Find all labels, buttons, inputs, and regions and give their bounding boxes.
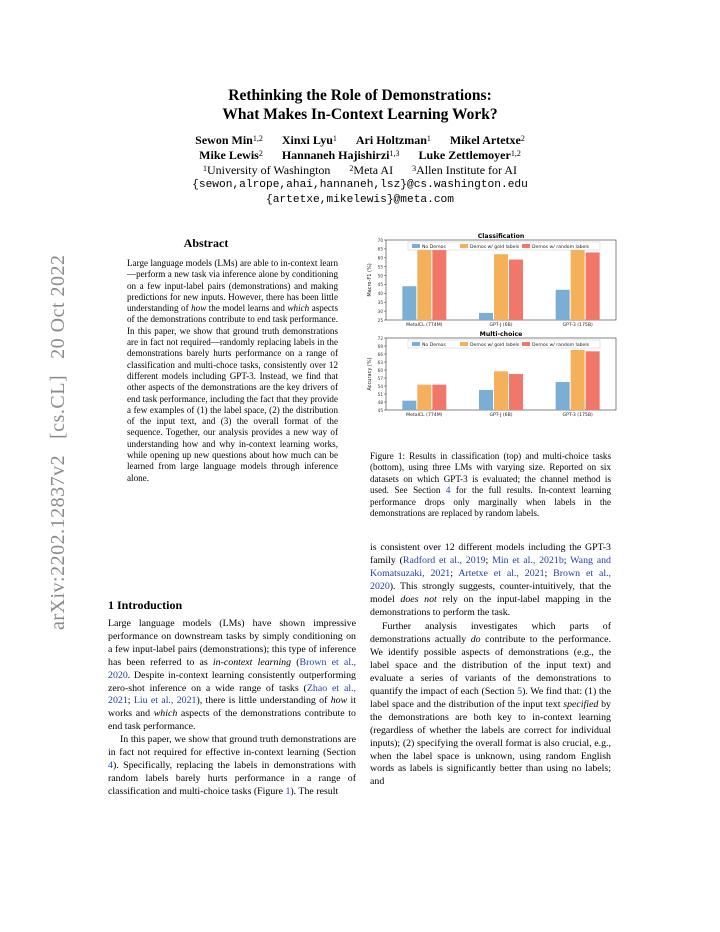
bar [571,350,585,410]
bar [479,313,493,320]
bar [432,385,446,410]
caption-text: for the full results. In-context learning performance drops only marginally when labels in the demonstrations are replaced by random labels. [370,485,611,519]
bar [417,385,431,410]
x-tick-label: GPT-J (6B) [489,323,513,328]
author-line-1 [0,133,720,148]
arxiv-date: 20 Oct 2022 [46,254,69,359]
author-sup: 1,2 [252,134,263,143]
text: rely on the input-label mapping in the demonstrations to perform the task. [370,593,611,618]
abstract-emphasis: how [191,303,207,314]
bar [571,247,585,320]
figure-caption [370,451,611,519]
chart-multi-choice [367,331,616,418]
chart-classification [367,233,616,328]
email-line-1: {sewon,alrope,ahai,hannaneh,lsz}@cs.washington.edu [192,179,528,191]
y-axis-label: Accuracy (%) [367,357,373,391]
y-tick-label: 45 [377,407,383,413]
emphasis: how [330,695,348,707]
y-tick-label: 60 [377,367,383,373]
intro-paragraph-1: Large language models (LMs) have shown impressive performance on downstream tasks by simply conditioning on a few input-label pairs (demonstrations); this type of inference has been referred to as in-context learning (Brown et al., 2020. Despite in-context learning consistently outperforming zero-shot inference on a wide range of tasks (Zhao et al., 2021; Liu et al., 2021), there is little understanding of how it works and which aspects of the demonstrations contribute to end task performance. [108,618,357,733]
abstract-body [127,258,338,484]
y-tick-label: 45 [377,282,383,288]
paragraph-analysis [370,621,611,789]
citation-link[interactable]: Liu et al., 2021 [133,695,197,707]
citation-link[interactable]: Wang and Komatsuzaki, 2021 [370,554,611,579]
title-line-1: Rethinking the Role of Demonstrations: [228,87,492,104]
author-line-2 [0,148,720,163]
author-name: Sewon Min [195,133,253,147]
text: aspects of the demonstrations contribute to end task performance. [108,708,356,733]
paper-title [0,86,720,124]
y-tick-label: 48 [377,399,383,405]
chart-title: Multi-choice [479,331,523,338]
section-heading-introduction: 1 Introduction [108,598,183,612]
y-tick-label: 69 [377,343,383,349]
legend-swatch [412,244,420,248]
bar [556,290,570,320]
legend-label: Demos w/ random labels [532,342,590,348]
emphasis: does not [400,593,437,605]
y-tick-label: 63 [377,359,383,365]
x-tick-label: GPT-3 (175B) [562,323,593,328]
author-sup: 2 [520,134,525,143]
author-sup: 1,3 [389,149,400,158]
legend-swatch [412,342,420,346]
bar [479,390,493,410]
author-sup: 1 [426,134,431,143]
legend-swatch [460,244,468,248]
emphasis: do [470,634,481,646]
bar [586,252,600,320]
y-tick-label: 35 [377,300,383,306]
affiliation: Allen Institute for AI [416,163,518,177]
x-tick-label: GPT-J (6B) [489,413,513,418]
affiliation-line [0,163,720,178]
figure-1 [360,232,618,442]
intro-paragraph-2 [108,734,356,799]
author-sup: 1 [332,134,337,143]
abstract-text: Large language models (LMs) are able to in-context learn—perform a new task via inference alone by conditioning on a few input-label pairs (demonstrations) and making predictions for new inputs. However, there has been little understanding of [127,258,338,314]
emphasis: which [153,708,178,720]
author-name: Luke Zettlemoyer [418,148,511,162]
bar [402,286,416,320]
citation-link[interactable]: Brown et al., 2020 [108,656,357,681]
legend [408,242,600,250]
x-tick-label: MetaICL (774M) [406,413,443,418]
text: Further analysis investigates which parts of demonstrations actually [370,621,611,646]
text: ). This strongly suggests, counter-intuitively, that the model [370,580,611,605]
y-tick-label: 60 [377,255,383,261]
text: Large language models (LMs) have shown impressive performance on downstream tasks by simply conditioning on a few input-label pairs (demonstrations); this type of inference has been referred to as [108,618,356,668]
citation-link[interactable]: Artetxe et al., 2021 [458,567,545,579]
bar [402,401,416,410]
y-tick-label: 25 [377,317,383,323]
text: by the demonstrations are both key to in-context learning (regardless of whether the labels are correct for individual inputs); (2) specifying the overall format is also crucial, e.g., when the label space is unknown, using random English words as labels is significantly better than using no labels; and [370,698,611,788]
text: ). We find that: (1) the label space and the distribution of the input text [370,685,611,710]
affiliation: University of Washington [206,163,331,177]
legend [408,340,600,348]
legend-label: Demos w/ random labels [532,244,590,250]
author-name: Xinxi Lyu [281,133,333,147]
legend-label: No Demos [422,342,446,348]
bar [417,249,431,320]
x-tick-label: MetaICL (774M) [406,323,443,328]
emphasis: in-context learning [212,656,292,668]
y-tick-label: 70 [377,237,383,243]
bar [432,247,446,320]
bar [509,260,523,320]
paragraph-continued: is consistent over 12 different models including the GPT-3 family (Radford et al., 2019; Min et al., 2021b; Wang and Komatsuzaki, 2021; Artetxe et al., 2021; Brown et al., 2020). This strongly suggests, counter-intuitively, that the model does not rely on the input-label mapping in the demonstrations to perform the task. [370,542,612,618]
author-sup: 1,2 [510,149,521,158]
section-ref-link[interactable]: 4 [445,485,451,496]
arxiv-stamp [38,254,78,630]
affiliation-sup: 2 [349,164,354,173]
y-tick-label: 57 [377,375,383,381]
legend-label: Demos w/ gold labels [470,342,520,348]
text: is consistent over 12 different models including the GPT-3 family ( [370,542,611,566]
figure-ref-link[interactable]: 1 [285,785,291,797]
citation-link[interactable]: Radford et al., 2019 [402,554,486,566]
citation-link[interactable]: Brown et al., 2020 [370,567,612,592]
author-block [0,133,720,208]
intro-text [108,618,356,799]
text: ). Specifically, replacing the labels in demonstrations with random labels barely hurts performance in a range of classification and multi-choice tasks (Figure [108,759,356,797]
y-tick-label: 30 [377,308,383,314]
bar [494,371,508,410]
chart-title: Classification [477,233,525,240]
legend-swatch [522,342,530,346]
author-sup: 2 [258,149,263,158]
abstract-text: the model learns and [206,303,288,314]
legend-label: No Demos [422,244,446,250]
author-name: Mikel Artetxe [449,133,521,147]
legend-label: Demos w/ gold labels [470,244,520,250]
x-tick-label: GPT-3 (175B) [562,413,593,418]
bar [494,254,508,320]
y-tick-label: 72 [377,335,383,341]
affiliation-sup: 1 [202,164,207,173]
section-ref-link[interactable]: 5 [517,685,523,697]
right-column-text [370,542,611,789]
abstract-heading: Abstract [183,236,229,250]
caption-text: Figure 1: Results in classification (top) and multi-choice tasks (bottom), using three LMs with varying size. Reported on six datasets on which GPT-3 is evaluated; the channel method is used. See Section [370,451,611,496]
text: . Despite in-context learning consistently outperforming zero-shot inference on a wide range of tasks ( [108,669,356,694]
text: ), there is little understanding of [196,695,331,707]
title-line-2: What Makes In-Context Learning Work? [222,106,498,123]
text: In this paper, we show that ground truth demonstrations are in fact not required for effective in-context learning (Section [108,734,356,759]
y-tick-label: 55 [377,264,383,270]
y-tick-label: 54 [377,383,383,389]
citation-link[interactable]: Min et al., 2021b [492,554,564,566]
arxiv-id: arXiv:2202.12837v2 [46,454,69,630]
abstract-text: aspects of the demonstrations contribute to end task performance. In this paper, we show that ground truth demonstrations are in fact not required—randomly replacing labels in the demonstrations barely hurts performance on a range of classification and multi-choce tasks, consistently over 12 different models including GPT-3. Instead, we find that other aspects of the demonstrations are the key drivers of end task performance, including the fact that they provide a few examples of (1) the label space, (2) the distribution of the input text, and (3) the overall format of the sequence. Together, our analysis provides a new way of understanding how and why in-context learning works, while opening up new questions about how much can be learned from large language models through inference alone. [127,303,338,483]
bar [586,351,600,410]
citation-link[interactable]: Zhao et al., 2021 [108,682,357,707]
section-ref-link[interactable]: 4 [108,759,113,771]
text: ). The result [290,785,339,797]
affiliation-sup: 3 [412,164,417,173]
y-tick-label: 40 [377,291,383,297]
bar [556,382,570,410]
bar [509,374,523,410]
author-name: Hannaneh Hajishirzi [281,148,390,162]
y-axis-label: Macro-F1 (%) [367,263,373,297]
y-tick-label: 51 [377,391,383,397]
author-name: Mike Lewis [199,148,259,162]
text: it works and [108,695,357,720]
arxiv-category: [cs.CL] [46,374,69,439]
y-tick-label: 66 [377,351,383,357]
emphasis: specified [563,698,599,710]
legend-swatch [460,342,468,346]
author-name: Ari Holtzman [355,133,427,147]
text: contribute to the performance. We identify possible aspects of demonstrations (e.g., the label space and the distribution of the input text) and evaluate a series of variants of the demonstrations to quantify the impact of each (Section [370,634,611,697]
y-tick-label: 50 [377,273,383,279]
legend-swatch [522,244,530,248]
y-tick-label: 65 [377,246,383,252]
abstract-emphasis: which [287,303,310,314]
email-line-2: {artetxe,mikelewis}@meta.com [266,194,454,206]
affiliation: Meta AI [353,163,394,177]
